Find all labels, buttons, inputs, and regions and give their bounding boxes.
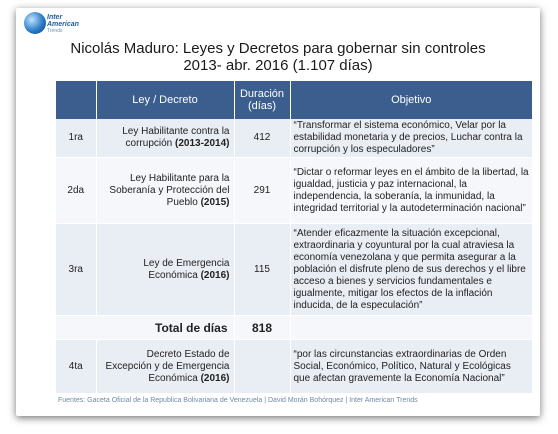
- row-duracion: [234, 340, 290, 394]
- row-num: 2da: [56, 158, 96, 224]
- row-ley: [96, 224, 234, 316]
- row-duracion: 115: [234, 224, 290, 316]
- total-empty: [290, 316, 532, 340]
- table-row: [56, 119, 532, 158]
- total-value: 818: [234, 316, 290, 340]
- table-row: [56, 158, 532, 224]
- ley-period: (2016): [200, 269, 230, 281]
- row-duracion: 412: [234, 119, 290, 158]
- row-num: 4ta: [56, 340, 96, 394]
- table-header-row: [56, 81, 532, 119]
- row-ley: [96, 119, 234, 158]
- ley-period: (2016): [200, 372, 230, 384]
- slide-card: [16, 8, 540, 416]
- ley-text: Decreto Estado de Excepción y de Emergencia Económica: [105, 348, 230, 384]
- globe-icon: [24, 12, 46, 34]
- header-num: [56, 81, 96, 119]
- title-line-1: Nicolás Maduro: Leyes y Decretos para gobernar sin controles: [70, 40, 486, 57]
- row-objetivo: “Atender eficazmente la situación excepcional, extraordinaria y coyuntural por la cual atraviesa la economía venezolana y que permita asegurar a la población el disfrute pleno de sus derechos y el libre acceso a bienes y servicios fundamentales e igualmente, mitigar los efectos de la inflación inducida, de la especulación”: [290, 224, 532, 316]
- total-row: [56, 316, 532, 340]
- decrees-table: [56, 81, 532, 394]
- ley-period: (2015): [200, 196, 230, 208]
- title-line-2: 2013- abr. 2016 (1.107 días): [183, 57, 373, 74]
- header-objetivo: Objetivo: [290, 81, 532, 119]
- logo-line-2: American: [47, 21, 79, 28]
- row-duracion: 291: [234, 158, 290, 224]
- logo-line-1: Inter: [47, 14, 63, 21]
- row-ley: [96, 340, 234, 394]
- logo-line-3: Trends: [47, 28, 63, 34]
- ley-text: Ley de Emergencia Económica: [143, 257, 230, 281]
- inter-american-trends-logo: [24, 12, 84, 42]
- total-label: Total de días: [56, 316, 234, 340]
- row-num: 3ra: [56, 224, 96, 316]
- header-duracion: Duración (días): [234, 81, 290, 119]
- row-objetivo: “Dictar o reformar leyes en el ámbito de la libertad, la igualdad, justicia y paz internacional, la independencia, la soberanía, la inmunidad, la integridad territorial y la autodeterminación nacional”: [290, 158, 532, 224]
- table-row: [56, 340, 532, 394]
- ley-text: Ley Habilitante contra la corrupción: [122, 126, 230, 149]
- row-ley: [96, 158, 234, 224]
- table-row: [56, 224, 532, 316]
- row-num: 1ra: [56, 119, 96, 158]
- ley-period: (2013-2014): [175, 138, 230, 149]
- header-ley: Ley / Decreto: [96, 81, 234, 119]
- sources-footer: Fuentes: Gaceta Oficial de la Republica Bolivariana de Venezuela | David Morán Bohórquez | Inter American Trends: [58, 397, 418, 404]
- ley-text: Ley Habilitante para la Soberanía y Protección del Pueblo: [109, 172, 230, 208]
- slide-title: [16, 40, 540, 74]
- row-objetivo: “por las circunstancias extraordinarias de Orden Social, Económico, Político, Natural y Ecológicas que afectan gravemente la Economía Nacional”: [290, 340, 532, 394]
- row-objetivo: “Transformar el sistema económico, Velar por la estabilidad monetaria y de precios, Luchar contra la corrupción y los especuladores”: [290, 119, 532, 158]
